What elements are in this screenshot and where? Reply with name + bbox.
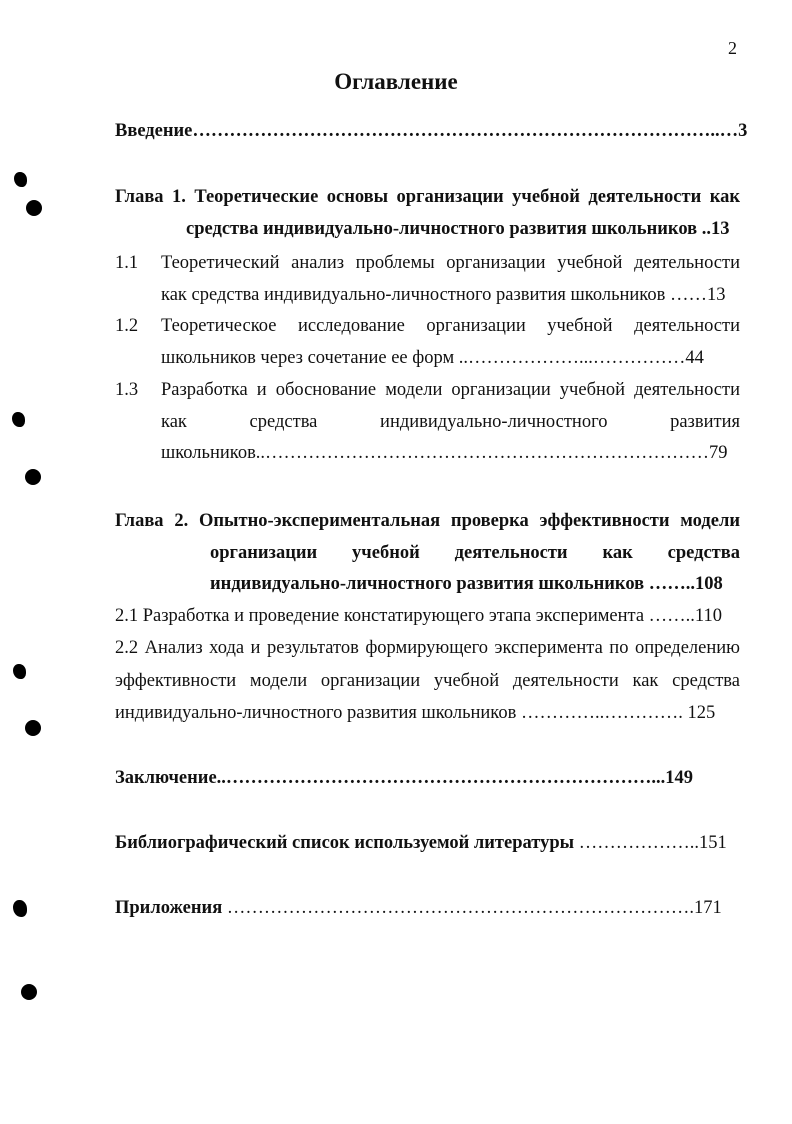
punch-hole — [25, 469, 41, 485]
toc-entry-bibliography-leader: ………………..151 — [574, 833, 727, 853]
toc-chapter-2-line3[interactable]: индивидуально-личностного развития школьников ……..108 — [210, 574, 723, 594]
toc-section-1-2-line2[interactable]: школьников через сочетание ее форм ..………………...……………44 — [161, 348, 704, 368]
scan-mark — [13, 664, 26, 679]
toc-entry-conclusion[interactable]: Заключение..……………………………………………………………...149 — [115, 768, 694, 788]
punch-hole — [21, 984, 37, 1000]
toc-section-1-3-number: 1.3 — [115, 380, 139, 400]
toc-section-1-1-number: 1.1 — [115, 253, 139, 273]
toc-section-1-1-line2[interactable]: как средства индивидуально-личностного развития школьников ……13 — [161, 285, 726, 305]
toc-entry-appendix[interactable] — [115, 896, 722, 920]
page-number: 2 — [728, 38, 737, 58]
toc-entry-appendix-leader: ………………………………………………………………….171 — [222, 898, 722, 918]
toc-chapter-1-line1[interactable]: Глава 1. Теоретические основы организации учебной деятельности как — [115, 187, 740, 207]
punch-hole — [25, 720, 41, 736]
page-title: Оглавление — [334, 69, 458, 94]
toc-chapter-2-line2[interactable]: организации учебной деятельности как средства — [210, 543, 740, 563]
toc-section-2-2-line1[interactable]: 2.2 Анализ хода и результатов формирующего эксперимента по определению — [115, 638, 740, 658]
toc-section-1-3-line3[interactable]: школьников..………………………………………………………………79 — [161, 443, 728, 463]
punch-hole — [26, 200, 42, 216]
scan-mark — [12, 412, 25, 427]
scan-mark — [13, 900, 27, 917]
toc-section-1-3-line2[interactable]: как средства индивидуально-личностного развития — [161, 412, 740, 432]
toc-chapter-2-line1[interactable]: Глава 2. Опытно-экспериментальная проверка эффективности модели — [115, 511, 740, 531]
toc-entry-bibliography-label: Библиографический список используемой литературы — [115, 833, 575, 853]
toc-entry-introduction[interactable] — [115, 119, 748, 143]
toc-entry-introduction-text: Введение…………………………………………………………………………..…3 — [115, 121, 748, 141]
toc-entry-bibliography[interactable] — [115, 831, 727, 855]
toc-chapter-1-line2[interactable]: средства индивидуально-личностного развития школьников ..13 — [186, 219, 730, 239]
toc-section-2-1[interactable]: 2.1 Разработка и проведение констатирующего этапа эксперимента ……..110 — [115, 606, 722, 626]
toc-entry-appendix-label: Приложения — [115, 898, 223, 918]
toc-section-1-3-line1[interactable]: Разработка и обоснование модели организации учебной деятельности — [161, 380, 740, 400]
toc-section-2-2-line2[interactable]: эффективности модели организации учебной деятельности как средства — [115, 671, 740, 691]
toc-section-1-1-line1[interactable]: Теоретический анализ проблемы организации учебной деятельности — [161, 253, 740, 273]
scan-mark — [14, 172, 27, 187]
toc-section-1-2-line1[interactable]: Теоретическое исследование организации учебной деятельности — [161, 316, 740, 336]
toc-section-1-2-number: 1.2 — [115, 316, 139, 336]
toc-section-2-2-line3[interactable]: индивидуально-личностного развития школьников …………..…………. 125 — [115, 703, 716, 723]
